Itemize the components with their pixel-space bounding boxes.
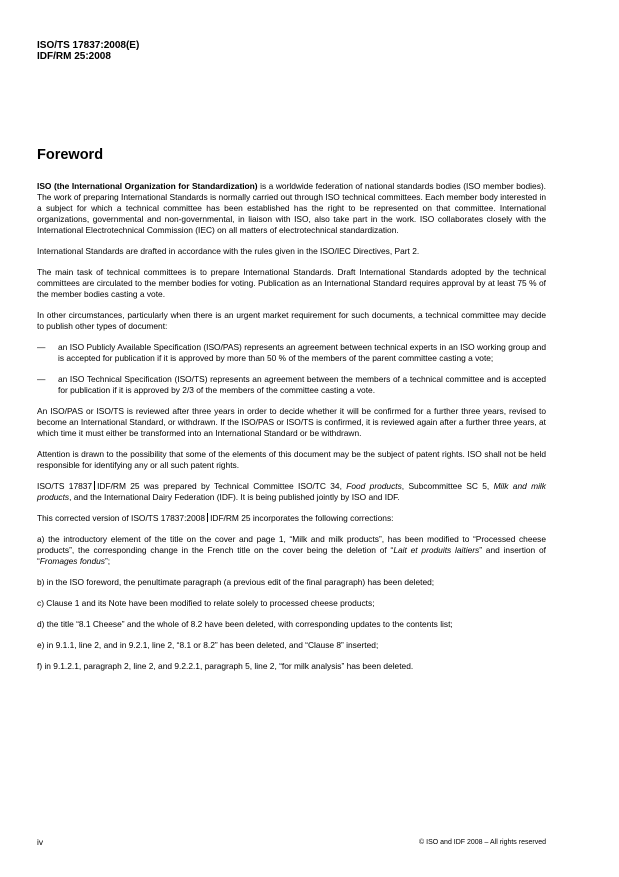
text-segment: , and the International Dairy Federation (IDF). It is being published jointly by ISO and IDF. xyxy=(69,492,400,502)
dash-bullet: — xyxy=(37,342,46,352)
italic-french-text: Fromages fondus xyxy=(39,556,105,566)
paragraph-review: An ISO/PAS or ISO/TS is reviewed after three years in order to decide whether it will be confirmed for a further three years, revised to become an International Standard, or withdrawn. If the ISO/PAS or ISO/TS is confirmed, it is reviewed again after a further three years, at which time it must either be transformed into an International Standard or be withdrawn. xyxy=(37,406,546,438)
text-segment: This corrected version of ISO/TS 17837:2008 xyxy=(37,513,206,523)
correction-f: f) in 9.1.2.1, paragraph 2, line 2, and 9.2.2.1, paragraph 5, line 2, “for milk analysis” has been deleted. xyxy=(37,661,414,671)
list-item-text: an ISO Technical Specification (ISO/TS) represents an agreement between the members of a technical committee and is accepted for publication if it is approved by 2/3 of the members of the committee casting a vote. xyxy=(58,374,546,395)
text-segment: ISO/TS 17837 xyxy=(37,481,93,491)
list-item-ts xyxy=(37,374,546,396)
copyright-notice: © ISO and IDF 2008 – All rights reserved xyxy=(419,839,546,846)
header-idf-designation: IDF/RM 25:2008 xyxy=(37,51,111,62)
text-segment: ”; xyxy=(104,556,111,566)
foreword-body xyxy=(37,181,546,682)
paragraph-iso-intro xyxy=(37,181,546,236)
paragraph-patent: Attention is drawn to the possibility that some of the elements of this document may be the subject of patent rights. ISO shall not be held responsible for identifying any or all such patent rights. xyxy=(37,449,546,470)
vertical-separator xyxy=(94,481,95,490)
correction-d: d) the title “8.1 Cheese” and the whole of 8.2 have been deleted, with corresponding updates to the contents list; xyxy=(37,619,453,629)
text-segment: ” and insertion of “ xyxy=(37,545,546,566)
text-segment: IDF/RM 25 was prepared by Technical Committee ISO/TC 34, xyxy=(97,481,347,491)
paragraph-prepared-by xyxy=(37,481,546,503)
vertical-separator xyxy=(207,513,208,522)
correction-c: c) Clause 1 and its Note have been modified to relate solely to processed cheese products; xyxy=(37,598,375,608)
paragraph-directives: International Standards are drafted in accordance with the rules given in the ISO/IEC Directives, Part 2. xyxy=(37,246,420,256)
dash-bullet: — xyxy=(37,374,46,384)
text-segment: , Subcommittee SC 5, xyxy=(401,481,494,491)
italic-subcommittee-title: Milk and milk products xyxy=(37,481,546,502)
text-segment: a) the introductory element of the title on the cover and page 1, “Milk and milk products”, has been modified to “Processed cheese products”, the corresponding change in the French title on the cover being the deletion of “ xyxy=(37,534,546,555)
italic-committee-title: Food products xyxy=(346,481,402,491)
correction-b: b) in the ISO foreword, the penultimate paragraph (a previous edit of the final paragraph) has been deleted; xyxy=(37,577,435,587)
correction-e: e) in 9.1.1, line 2, and in 9.2.1, line 2, “8.1 or 8.2” has been deleted, and “Clause 8” inserted; xyxy=(37,640,379,650)
italic-french-text: Lait et produits laitiers xyxy=(393,545,480,555)
iso-name-bold: ISO (the International Organization for Standardization) xyxy=(37,181,258,191)
document-header xyxy=(37,40,139,62)
text-segment: IDF/RM 25 incorporates the following corrections: xyxy=(210,513,394,523)
paragraph-other-documents: In other circumstances, particularly when there is an urgent market requirement for such documents, a technical committee may decide to publish other types of document: xyxy=(37,310,546,331)
header-iso-designation: ISO/TS 17837:2008(E) xyxy=(37,40,140,51)
correction-a xyxy=(37,534,546,567)
paragraph-corrected-version xyxy=(37,513,546,524)
page-title: Foreword xyxy=(37,147,104,163)
page-number: iv xyxy=(37,837,44,847)
list-item-pas xyxy=(37,342,546,364)
list-item-text: an ISO Publicly Available Specification (ISO/PAS) represents an agreement between technical experts in an ISO working group and is accepted for publication if it is approved by more than 50 % of the members of the parent committee casting a vote; xyxy=(58,342,546,363)
paragraph-text: is a worldwide federation of national standards bodies (ISO member bodies). The work of preparing International Standards is normally carried out through ISO technical committees. Each member body interested in a subject for which a technical committee has been established has the right to be represented on that committee. International organizations, governmental and non-governmental, in liaison with ISO, also take part in the work. ISO collaborates closely with the International Electrotechnical Commission (IEC) on all matters of electrotechnical standardization. xyxy=(37,181,547,235)
paragraph-committees: The main task of technical committees is to prepare International Standards. Draft International Standards adopted by the technical committees are circulated to the member bodies for voting. Publication as an International Standard requires approval by at least 75 % of the member bodies casting a vote. xyxy=(37,267,546,299)
